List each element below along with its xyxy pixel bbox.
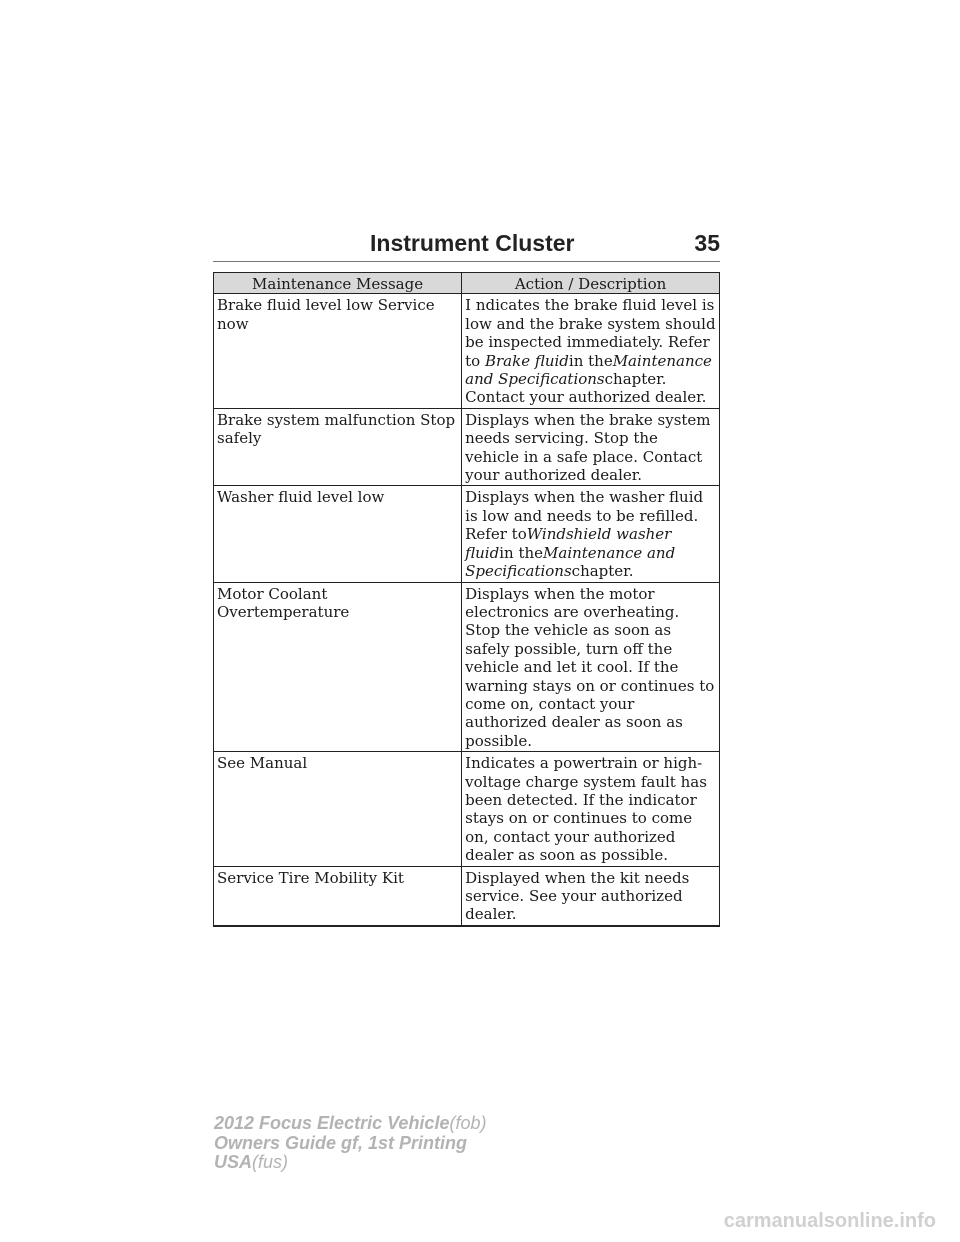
footer-market-code: (fus) xyxy=(252,1152,289,1172)
description-text: Displayed when the kit needs service. See your authorized dealer. xyxy=(465,868,690,924)
reference-text: Maintenance and Specifications xyxy=(465,543,676,581)
footer-market: USA xyxy=(214,1152,253,1172)
table-header-row xyxy=(214,273,720,294)
table-body xyxy=(214,294,720,926)
maintenance-message-table xyxy=(213,272,720,927)
message-cell: Motor Coolant Overtemperature xyxy=(214,582,462,752)
table-row xyxy=(214,866,720,926)
page-header xyxy=(213,226,720,262)
table-row xyxy=(214,582,720,752)
description-text: Displays when the washer fluid is low and needs to be refilled. Refer to xyxy=(465,488,704,544)
description-text: in the xyxy=(568,351,613,370)
description-text: chapter. xyxy=(571,562,634,581)
table-row xyxy=(214,408,720,486)
description-text: Indicates a powertrain or high-voltage charge system fault has been detected. If the indicator stays on or continues to come on, contact your authorized dealer as soon as possible. xyxy=(465,754,707,865)
description-text: Displays when the brake system needs servicing. Stop the vehicle in a safe place. Contact your authorized dealer. xyxy=(465,410,711,485)
description-cell xyxy=(462,408,720,486)
table-row xyxy=(214,486,720,582)
message-cell: Service Tire Mobility Kit xyxy=(214,866,462,926)
description-text: I ndicates the brake fluid level is low and the brake system should be inspected immediately. Refer to xyxy=(465,296,716,370)
message-cell: Brake system malfunction Stop safely xyxy=(214,408,462,486)
reference-text: Maintenance and Specifications xyxy=(465,351,712,389)
message-cell: See Manual xyxy=(214,752,462,866)
description-text: chapter. Contact your authorized dealer. xyxy=(465,370,707,407)
message-cell: Washer fluid level low xyxy=(214,486,462,582)
document-footer xyxy=(214,1114,486,1173)
description-cell xyxy=(462,294,720,408)
footer-line-3 xyxy=(214,1153,486,1173)
header-divider xyxy=(213,261,720,262)
table-row xyxy=(214,294,720,408)
footer-line-2: Owners Guide gf, 1st Printing xyxy=(214,1132,468,1153)
watermark-text: carmanualsonline.info xyxy=(723,1210,936,1232)
message-cell: Brake fluid level low Service now xyxy=(214,294,462,408)
reference-text: Brake fluid xyxy=(484,351,569,370)
description-cell xyxy=(462,582,720,752)
page-number: 35 xyxy=(694,230,720,256)
reference-text: Windshield washer fluid xyxy=(465,525,672,562)
description-text: Displays when the motor electronics are overheating. Stop the vehicle as soon as safely possible, turn off the vehicle and let it cool. If the warning stays on or continues to come on, contact your authorized dealer as soon as possible. xyxy=(465,584,715,750)
footer-vehicle: 2012 Focus Electric Vehicle xyxy=(214,1113,450,1133)
description-text: in the xyxy=(499,543,544,562)
column-header-message: Maintenance Message xyxy=(214,273,462,294)
section-title: Instrument Cluster xyxy=(370,230,575,256)
description-cell xyxy=(462,866,720,926)
table-row xyxy=(214,752,720,866)
footer-line-1 xyxy=(214,1114,486,1134)
footer-vehicle-code: (fob) xyxy=(449,1113,487,1133)
description-cell xyxy=(462,486,720,582)
description-cell xyxy=(462,752,720,866)
column-header-description: Action / Description xyxy=(462,273,720,294)
